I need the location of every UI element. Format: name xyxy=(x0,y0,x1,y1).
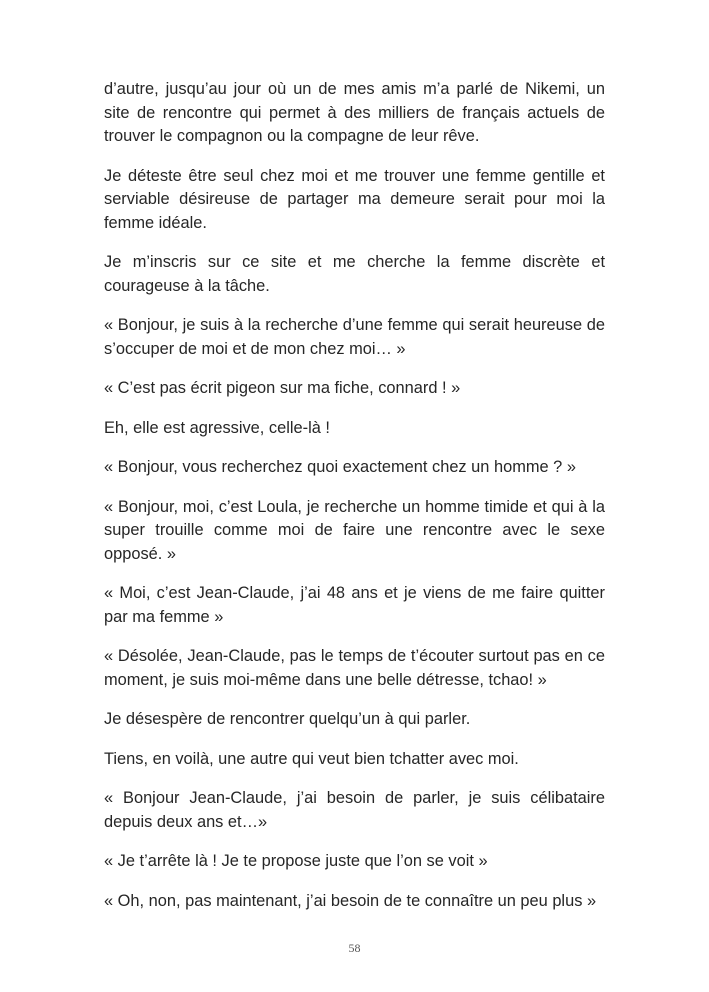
page-number: 58 xyxy=(348,941,361,955)
paragraph-3: Je m’inscris sur ce site et me cherche la femme discrète et courageuse à la tâche. xyxy=(104,253,605,295)
paragraph-14: « Je t’arrête là ! Je te propose juste que l’on se voit » xyxy=(104,852,488,870)
paragraph-4: « Bonjour, je suis à la recherche d’une femme qui serait heureuse de s’occuper de moi et de mon chez moi… » xyxy=(104,316,605,358)
paragraph-10: « Désolée, Jean-Claude, pas le temps de t’écouter surtout pas en ce moment, je suis moi-même dans une belle détresse, tchao! » xyxy=(104,647,605,689)
paragraph-2: Je déteste être seul chez moi et me trouver une femme gentille et serviable désireuse de partager ma demeure serait pour moi la femme idéale. xyxy=(104,166,605,232)
paragraph-5: « C’est pas écrit pigeon sur ma fiche, connard ! » xyxy=(104,379,461,397)
paragraph-7: « Bonjour, vous recherchez quoi exactement chez un homme ? » xyxy=(104,458,576,476)
page-body xyxy=(104,78,605,929)
paragraph-13: « Bonjour Jean-Claude, j’ai besoin de parler, je suis célibataire depuis deux ans et…» xyxy=(104,789,605,831)
paragraph-6: Eh, elle est agressive, celle-là ! xyxy=(104,418,330,437)
paragraph-9: « Moi, c’est Jean-Claude, j’ai 48 ans et je viens de me faire quitter par ma femme » xyxy=(104,584,605,626)
paragraph-1: d’autre, jusqu’au jour où un de mes amis m’a parlé de Nikemi, un site de rencontre qui permet à des milliers de français actuels de trouver le compagnon ou la compagne de leur rêve. xyxy=(104,80,605,145)
paragraph-12: Tiens, en voilà, une autre qui veut bien tchatter avec moi. xyxy=(104,749,519,768)
paragraph-8: « Bonjour, moi, c’est Loula, je recherche un homme timide et qui à la super trouille comme moi de faire une rencontre avec le sexe opposé. » xyxy=(104,497,605,563)
paragraph-15: « Oh, non, pas maintenant, j’ai besoin de te connaître un peu plus » xyxy=(104,891,597,910)
paragraph-11: Je désespère de rencontrer quelqu’un à qui parler. xyxy=(104,710,471,728)
